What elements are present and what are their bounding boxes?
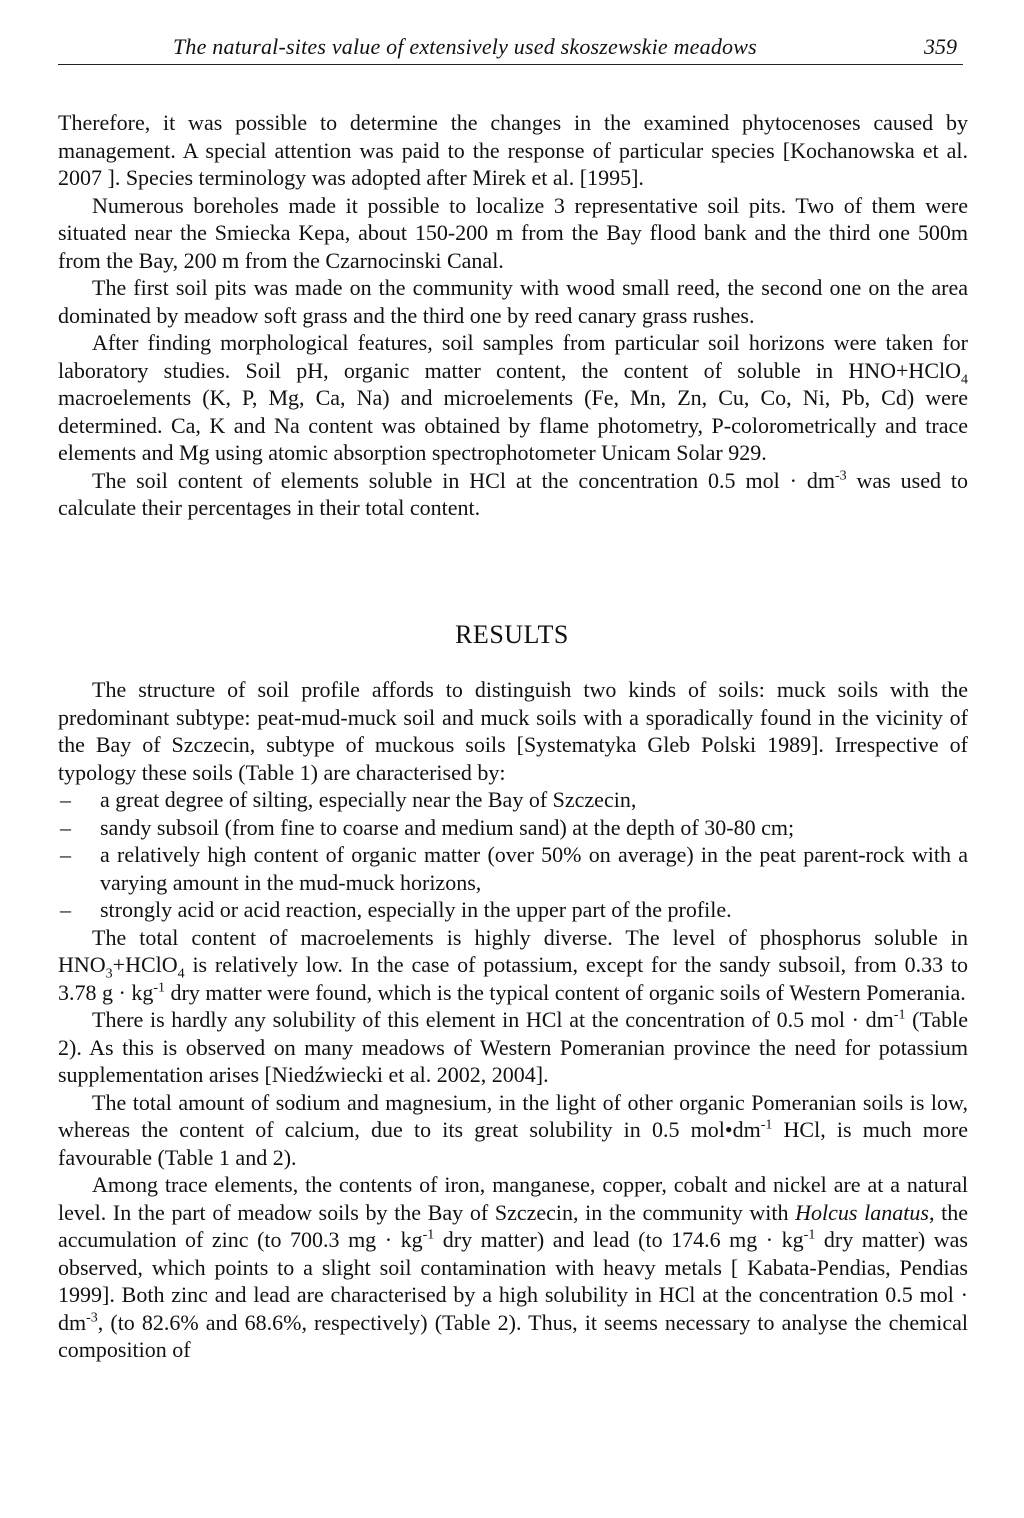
superscript: -3 [86,1310,98,1326]
running-header [58,34,963,65]
paragraph-hcl-solubility [58,467,968,522]
text-run: dry matter were found, which is the typical content of organic soils of Western Pomerania. [165,979,966,1005]
text-run: dry matter) was observed, which points to a slight soil contamination with heavy metals [ Kabata-Pendias, Pendias 1999]. Both zinc and lead are characterised by a high solubility in HCl at the concentration 0.5 mol · dm [58,1227,968,1335]
text-run: The total amount of sodium and magnesium, in the light of other organic Pomeranian soils is low, whereas the content of calcium, due to its great solubility in 0.5 mol•dm [58,1089,968,1142]
text-run: There is hardly any solubility of this element in HCl at the concentration of 0.5 mol · dm [92,1007,894,1032]
running-title: The natural-sites value of extensively used skoszewskie meadows [173,34,757,59]
subscript: 4 [177,966,185,982]
list-item-text: a great degree of silting, especially near the Bay of Szczecin, [100,787,637,812]
superscript: -1 [422,1227,435,1243]
text-run: dry matter) and lead (to 174.6 mg · kg [434,1227,804,1252]
list-item [58,786,968,814]
text-run: is relatively low. In the case of potassium, except for the sandy subsoil, from 0.33 to 3.78 g · kg [58,952,968,1005]
superscript: -3 [834,468,847,484]
subscript: 3 [105,966,113,982]
superscript: -1 [893,1007,906,1023]
species-name: Holcus lanatus [795,1199,929,1225]
subscript: 4 [961,371,968,387]
text-run: (Table 2). As this is observed on many meadows of Western Pomeranian province the need for potassium supplementation arises [Niedźwiecki et al. 2002, 2004]. [58,1007,968,1087]
paragraph-soil-pits: The first soil pits was made on the community with wood small reed, the second one on the area dominated by meadow soft grass and the third one by reed canary grass rushes. [58,275,968,328]
superscript: -1 [803,1227,816,1243]
paragraph-macroelements [58,924,968,1007]
methods-section [58,109,968,522]
paragraph-laboratory [58,329,968,467]
dash-bullet: – [60,814,71,840]
text-run: macroelements (K, P, Mg, Ca, Na) and microelements (Fe, Mn, Zn, Cu, Co, Ni, Pb, Cd) were determined. Ca, K and Na content was obtained by flame photometry, P-colorometrically and trace elements and Mg using atomic absorption spectrophotometer Unicam Solar 929. [58,385,968,465]
text-run: Among trace elements, the contents of iron, manganese, copper, cobalt and nickel are at a natural level. In the part of meadow soils by the Bay of Szczecin, in the community with [58,1172,968,1225]
list-item-text: a relatively high content of organic matter (over 50% on average) in the peat parent-rock with a varying amount in the mud-muck horizons, [100,842,968,895]
text-run: After finding morphological features, soil samples from particular soil horizons were taken for laboratory studies. Soil pH, organic matter content, the content of soluble in HNO+HClO [58,330,968,383]
text-run: The total content of macroelements is highly diverse. The level of phosphorus soluble in HNO [58,924,968,977]
text-run: The soil content of elements soluble in HCl at the concentration 0.5 mol · dm [92,467,835,493]
list-item-text: strongly acid or acid reaction, especially in the upper part of the profile. [100,897,732,922]
dash-bullet: – [60,787,71,812]
soil-characteristics-list [58,786,968,924]
text-run: , the accumulation of zinc (to 700.3 mg · kg [58,1199,968,1252]
list-item [58,841,968,896]
list-item [58,814,968,842]
results-section [58,676,968,1364]
paragraph-sodium-magnesium [58,1089,968,1172]
superscript: -1 [153,980,165,996]
paragraph-potassium-solubility [58,1006,968,1089]
paragraph-boreholes: Numerous boreholes made it possible to localize 3 representative soil pits. Two of them were situated near the Smiecka Kepa, about 150-200 m from the Bay flood bank and the third one 500m from the Bay, 200 m from the Czarnocinski Canal. [58,192,968,273]
text-run: +HClO [112,952,178,977]
paragraph-management: Therefore, it was possible to determine the changes in the examined phytocenoses caused by management. A special attention was paid to the response of particular species [Kochanowska et al. 2007 ]. Species terminology was adopted after Mirek et al. [1995]. [58,110,968,190]
text-run: was used to calculate their percentages in their total content. [58,467,968,520]
paragraph-soil-structure: The structure of soil profile affords to distinguish two kinds of soils: muck soils with the predominant subtype: peat-mud-muck soil and muck soils with a sporadically found in the vicinity of the Bay of Szczecin, subtype of muckous soils [Systematyka Gleb Polski 1989]. Irrespective of typology these soils (Table 1) are characterised by: [58,677,968,785]
results-heading: RESULTS [455,620,569,649]
page-number: 359 [924,34,957,59]
text-run: , (to 82.6% and 68.6%, respectively) (Table 2). Thus, it seems necessary to analyse the chemical composition of [58,1309,968,1362]
list-item-text: sandy subsoil (from fine to coarse and medium sand) at the depth of 30-80 cm; [100,814,795,840]
dash-bullet: – [60,842,71,867]
list-item [58,896,968,924]
paragraph-trace-elements [58,1171,968,1364]
superscript: -1 [760,1117,773,1133]
dash-bullet: – [60,897,71,922]
text-run: HCl, is much more favourable (Table 1 and 2). [58,1117,968,1170]
